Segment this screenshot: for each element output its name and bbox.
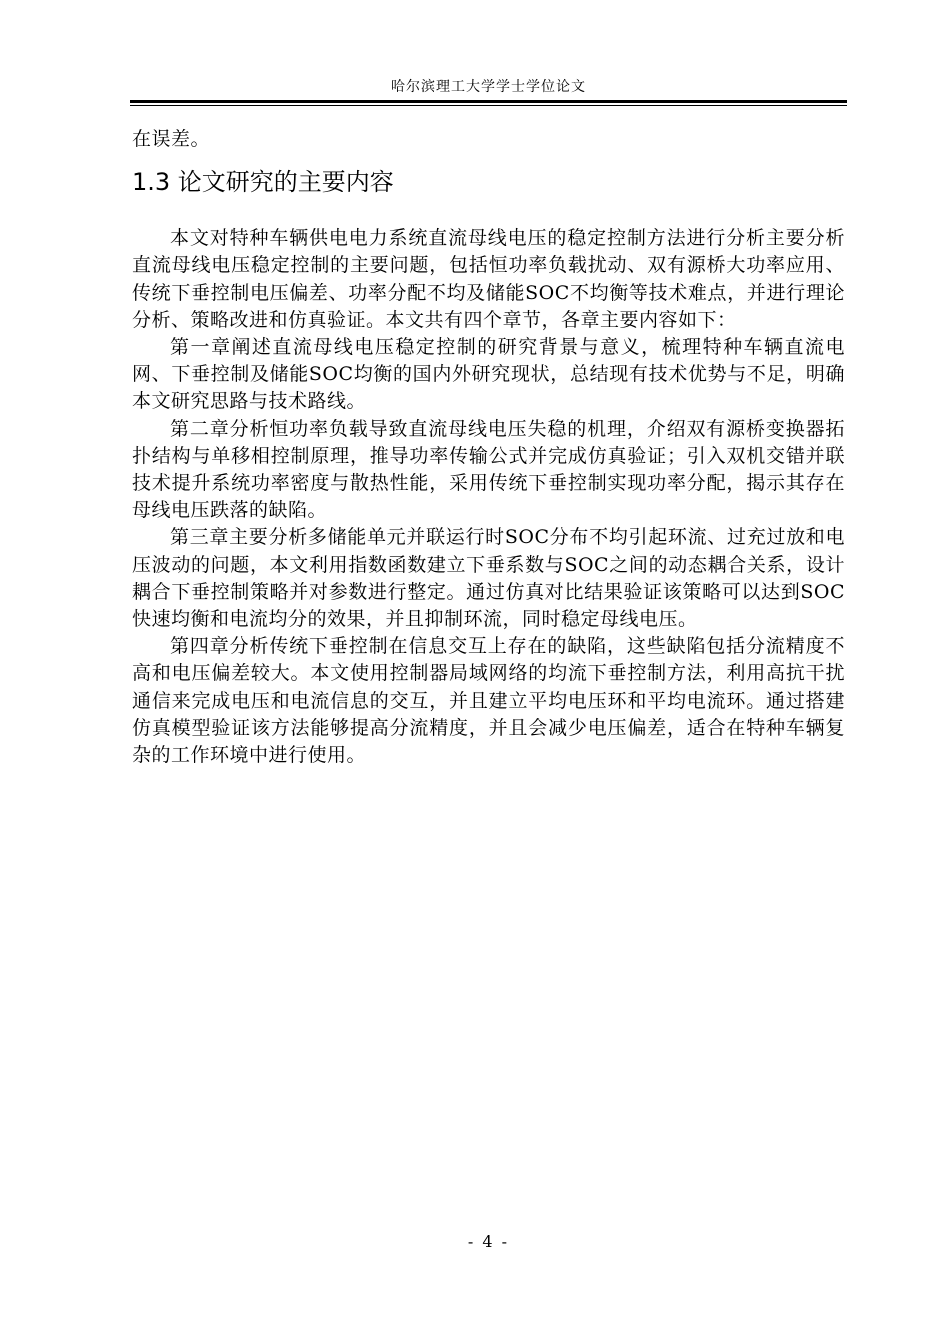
paragraph-chapter-2: 第二章分析恒功率负载导致直流母线电压失稳的机理，介绍双有源桥变换器拓扑结构与单移相控制原理，推导功率传输公式并完成仿真验证；引入双机交错并联技术提升系统功率密度与散热性能，采用传统下垂控制实现功率分配，揭示其存在母线电压跌落的缺陷。 [132,417,845,522]
page-body [132,126,845,769]
running-header: 哈尔滨理工大学学士学位论文 [391,79,586,95]
continuation-text: 在误差。 [132,128,211,150]
header-rule-thin [130,105,847,106]
page-number: - 4 - [467,1232,510,1251]
paragraph-chapter-1: 第一章阐述直流母线电压稳定控制的研究背景与意义，梳理特种车辆直流电网、下垂控制及储能SOC均衡的国内外研究现状，总结现有技术优势与不足，明确本文研究思路与技术路线。 [132,336,845,413]
paragraph-chapter-3: 第三章主要分析多储能单元并联运行时SOC分布不均引起环流、过充过放和电压波动的问题，本文利用指数函数建立下垂系数与SOC之间的动态耦合关系，设计耦合下垂控制策略并对参数进行整定。通过仿真对比结果验证该策略可以达到SOC快速均衡和电流均分的效果，并且抑制环流，同时稳定母线电压。 [132,526,845,631]
paragraph-overview: 本文对特种车辆供电电力系统直流母线电压的稳定控制方法进行分析主要分析直流母线电压稳定控制的主要问题，包括恒功率负载扰动、双有源桥大功率应用、传统下垂控制电压偏差、功率分配不均及储能SOC不均衡等技术难点，并进行理论分析、策略改进和仿真验证。本文共有四个章节，各章主要内容如下： [132,227,845,331]
header-rule-thick [130,100,847,103]
section-heading: 1.3 论文研究的主要内容 [132,168,394,197]
paragraph-chapter-4: 第四章分析传统下垂控制在信息交互上存在的缺陷，这些缺陷包括分流精度不高和电压偏差较大。本文使用控制器局域网络的均流下垂控制方法，利用高抗干扰通信来完成电压和电流信息的交互，并且建立平均电压环和平均电流环。通过搭建仿真模型验证该方法能够提高分流精度，并且会减少电压偏差，适合在特种车辆复杂的工作环境中进行使用。 [132,635,845,767]
